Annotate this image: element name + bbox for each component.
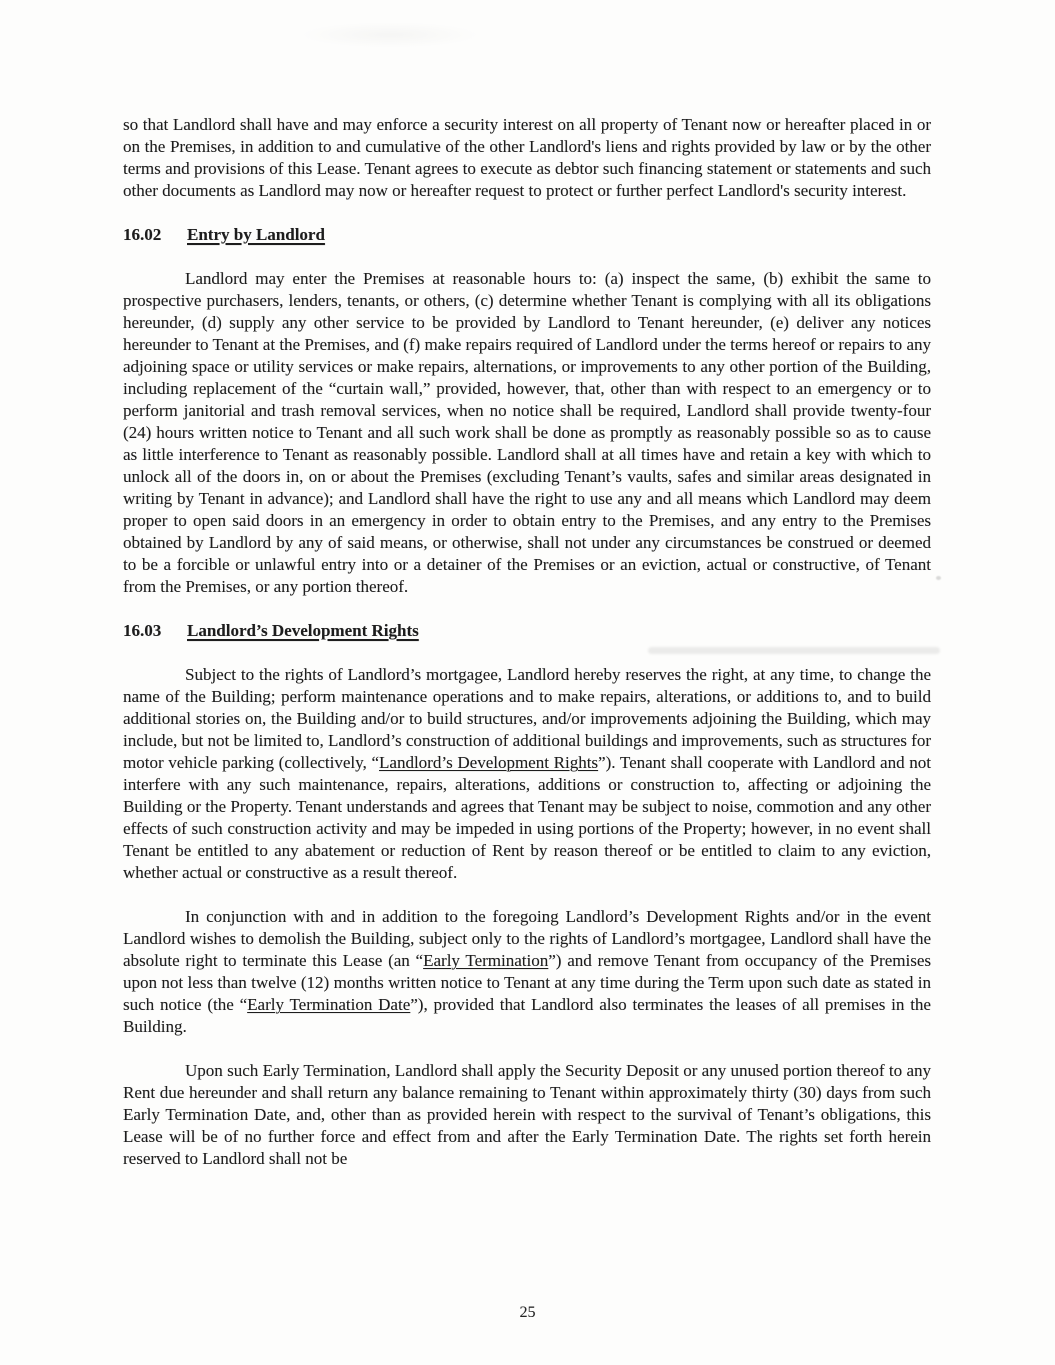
section-heading — [123, 620, 931, 642]
defined-term: Landlord’s Development Rights — [379, 753, 599, 772]
section-number: 16.02 — [123, 225, 162, 244]
section-title: Entry by Landlord — [187, 225, 325, 244]
text-run: Landlord may enter the Premises at reasonable hours to: (a) inspect the same, (b) exhibit the same to prospective purchasers, lenders, tenants, or others, (c) determine whether Tenant is complying with all its obligations hereunder, (d) supply any other service to be provided by Landlord to Tenant hereunder, (e) deliver any notices hereunder to Tenant at the Premises, and (f) make repairs required of Landlord under the terms hereof or repairs to any adjoining space or utility services or make repairs, alternations, or improvements to any other portion of the Building, including replacement of the “curtain wall,” provided, however, that, other than with respect to an emergency or to perform janitorial and trash removal services, when no notice shall be required, Landlord shall provide twenty-four (24) hours written notice to Tenant and all such work shall be done as promptly as reasonably possible so as to cause as little interference to Tenant as reasonably possible. Landlord shall at all times have and retain a key with which to unlock all of the doors in, on or about the Premises (excluding Tenant’s vaults, safes and similar areas designated in writing by Tenant in advance); and Landlord shall have the right to use any and all means which Landlord may deem proper to open said doors in an emergency in order to obtain entry to the Premises, and any entry to the Premises obtained by Landlord by any of said means, or otherwise, shall not under any circumstances be construed or deemed to be a forcible or unlawful entry into or a detainer of the Premises or an eviction, actual or constructive, of Tenant from the Premises, or any portion thereof. — [123, 269, 931, 596]
scan-artifact — [300, 22, 480, 48]
text-run: In conjunction with and in addition to the foregoing Landlord’s Development Rights and/or in the event Landlord wishes to demolish the Building, subject only to the rights of Landlord’s mortgagee, Landlord shall have the absolute right to terminate this Lease (an “ — [123, 907, 931, 970]
scan-artifact — [936, 576, 941, 580]
paragraph — [123, 906, 931, 1038]
text-run: Upon such Early Termination, Landlord shall apply the Security Deposit or any unused portion thereof to any Rent due hereunder and shall return any balance remaining to Tenant within approximately thirty (30) days from such Early Termination Date, and, other than as provided herein with respect to the survival of Tenant’s obligations, this Lease will be of no further force and effect from and after the Early Termination Date. The rights set forth herein reserved to Landlord shall not be — [123, 1061, 931, 1168]
text-run: so that Landlord shall have and may enforce a security interest on all property of Tenant now or hereafter placed in or on the Premises, in addition to and cumulative of the other Landlord's liens and rights provided by law or by the other terms and provisions of this Lease. Tenant agrees to execute as debtor such financing statement or statements and such other documents as Landlord may now or hereafter request to protect or further perfect Landlord's security interest. — [123, 115, 931, 200]
defined-term: Early Termination — [423, 951, 549, 970]
text-run: ”), provided that Landlord also terminates the leases of all premises in the Building. — [123, 995, 931, 1036]
paragraph — [123, 664, 931, 884]
defined-term: Early Termination Date — [247, 995, 411, 1014]
section-title: Landlord’s Development Rights — [187, 621, 419, 640]
section-number: 16.03 — [123, 621, 162, 640]
text-run: ”) and remove Tenant from occupancy of the Premises upon not less than twelve (12) months written notice to Tenant at any time during the Term upon such date as stated in such notice (the “ — [123, 951, 931, 1014]
paragraph — [123, 268, 931, 598]
page-number: 25 — [519, 1304, 536, 1321]
text-run: ”). Tenant shall cooperate with Landlord and not interfere with any such maintenance, repairs, alterations, additions or construction to, affecting or adjoining the Building or the Property. Tenant understands and agrees that Tenant may be subject to noise, commotion and any other effects of such construction activity and may be impeded in using portions of the Property; however, in no event shall Tenant be entitled to any abatement or reduction of Rent by reason thereof or be entitled to claim to any eviction, whether actual or constructive as a result thereof. — [123, 753, 931, 882]
paragraph — [123, 1060, 931, 1170]
text-run: Subject to the rights of Landlord’s mortgagee, Landlord hereby reserves the right, at any time, to change the name of the Building; perform maintenance operations and to make repairs, alterations, or additions to, and to build additional stories on, the Building and/or to build structures, and/or improvements adjoining the Building, which may include, but not be limited to, Landlord’s construction of additional buildings and improvements, such as structures for motor vehicle parking (collectively, “ — [123, 665, 931, 772]
section-heading — [123, 224, 931, 246]
paragraph — [123, 114, 931, 202]
document-content — [123, 114, 931, 1192]
